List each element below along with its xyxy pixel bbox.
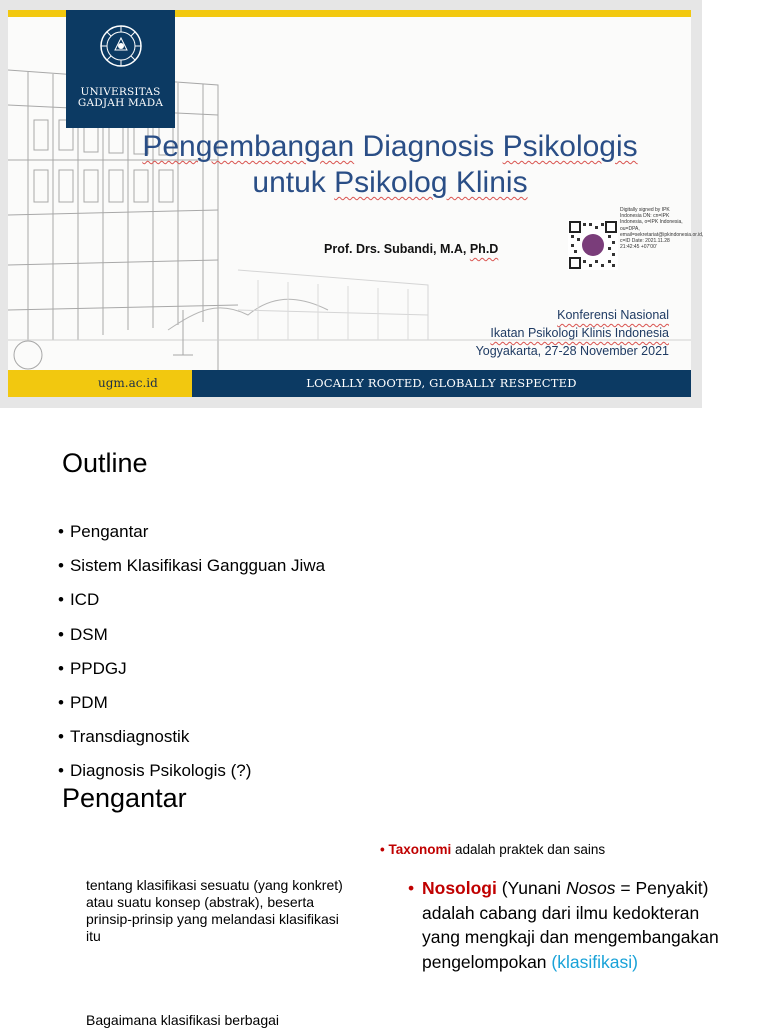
cut-off-line: Bagaimana klasifikasi berbagai: [86, 1012, 279, 1028]
taxonomi-bullet: [380, 842, 605, 857]
outline-list: [58, 522, 325, 796]
pengantar-title: Pengantar: [62, 783, 187, 813]
presenter-main: Prof. Drs. Subandi, M.A,: [324, 242, 470, 256]
ipk-seal-icon: [582, 234, 604, 256]
slide-title-line1: [120, 130, 660, 164]
conference-org: Ikatan Psikologi Klinis Indonesia: [490, 326, 669, 340]
footer-tagline: LOCALLY ROOTED, GLOBALLY RESPECTED: [192, 370, 691, 397]
presenter-degree: Ph.D: [469, 242, 499, 256]
logo-text-line2: GADJAH MADA: [77, 97, 164, 109]
outline-item: • Diagnosis Psikologis (?): [58, 761, 325, 795]
conference-info: [476, 306, 669, 360]
taxonomi-continuation: tentang klasifikasi sesuatu (yang konkret) atau suatu konsep (abstrak), beserta prinsip-prinsip yang melandasi klasifikasi itu: [86, 877, 343, 944]
slide-title-line2: [120, 166, 660, 200]
klasifikasi-highlight: (klasifikasi): [551, 951, 638, 972]
title-word-psikologis: Psikologis: [502, 130, 638, 163]
outline-title: Outline: [62, 448, 148, 478]
university-logo: [66, 10, 175, 128]
ugm-seal-icon: [99, 24, 143, 68]
qr-code-icon: [568, 220, 618, 270]
bullet-dot: •: [408, 878, 415, 898]
slide-footer: [8, 370, 691, 397]
title-word-untuk: untuk: [252, 166, 335, 199]
nosologi-italic: Nosos: [565, 878, 616, 898]
taxonomi-term: Taxonomi: [388, 842, 452, 857]
nosologi-text2: = Penyakit) adalah cabang dari ilmu kedokteran yang mengkaji dan mengembangakan pengelompokan: [422, 878, 719, 972]
title-word-diagnosis: Diagnosis: [354, 130, 503, 163]
presenter-name: [324, 242, 498, 256]
conference-line2: [476, 324, 669, 342]
outline-item: • PDM: [58, 693, 325, 727]
title-slide: [0, 0, 702, 408]
outline-item: • PPDGJ: [58, 659, 325, 693]
title-word-pengembangan: Pengembangan: [142, 130, 355, 163]
outline-item: • Transdiagnostik: [58, 727, 325, 761]
outline-item: • DSM: [58, 625, 325, 659]
title-words-psikolog-klinis: Psikolog Klinis: [334, 166, 528, 199]
digital-signature-text: Digitally signed by IPK Indonesia DN: cn=IPK Indonesia, o=IPK Indonesia, ou=DPA, email=sekretariat@ipkindonesia.or.id, c=ID Date: 2021.11.28 21:42:45 +07'00': [620, 207, 704, 251]
taxonomi-definition: adalah praktek dan sains: [451, 842, 606, 857]
logo-text-line1: UNIVERSITAS: [80, 86, 161, 98]
outline-item: • ICD: [58, 590, 325, 624]
outline-item: • Sistem Klasifikasi Gangguan Jiwa: [58, 556, 325, 590]
conference-line3: Yogyakarta, 27-28 November 2021: [475, 344, 669, 358]
nosologi-term: Nosologi: [422, 878, 497, 898]
cut-off-text: [86, 1012, 279, 1028]
nosologi-bullet: [408, 876, 722, 974]
conference-name: Konferensi Nasional: [557, 308, 669, 322]
outline-item: • Pengantar: [58, 522, 325, 556]
footer-website: ugm.ac.id: [8, 370, 192, 397]
nosologi-text1: (Yunani: [496, 878, 566, 898]
title-slide-canvas: [8, 10, 704, 397]
nosologi-body: [422, 878, 719, 972]
bullet-dot: •: [380, 842, 389, 857]
conference-line1: [476, 306, 669, 324]
